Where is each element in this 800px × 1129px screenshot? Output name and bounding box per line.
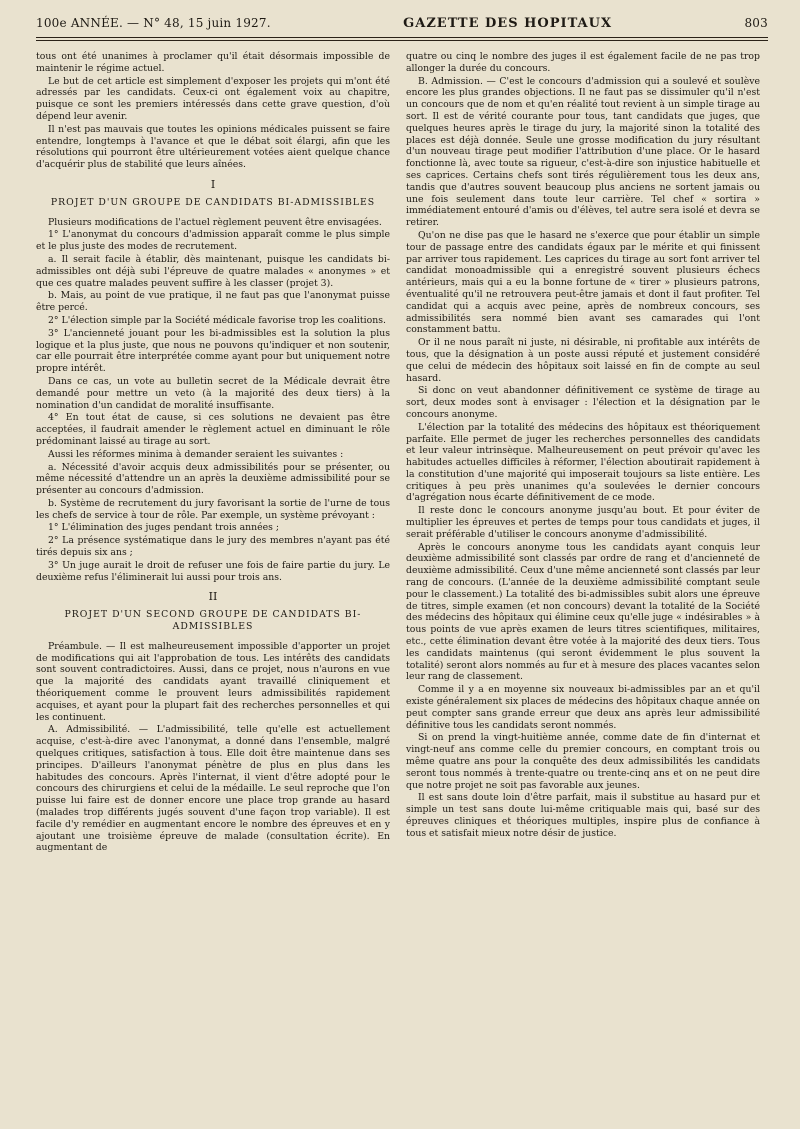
paragraph: 1° L'élimination des juges pendant trois années ; bbox=[48, 522, 279, 534]
paragraph: quatre ou cinq le nombre des juges il est également facile de ne pas trop allonger la durée du concours. bbox=[406, 51, 760, 74]
left-column bbox=[36, 51, 390, 855]
paragraph: Dans ce cas, un vote au bulletin secret de la Médicale devrait être demandé pour mettre un veto (à la majorité des deux tiers) à la nomination d'un candidat de moralité insuffisante. bbox=[36, 375, 390, 411]
section-number: II bbox=[208, 590, 218, 604]
paragraph: 1° L'anonymat du concours d'admission apparaît comme le plus simple et le plus juste des modes de recrutement. bbox=[36, 229, 390, 253]
paragraph: a. Il serait facile à établir, dès maintenant, puisque les candidats bi-admissibles ont déjà subi l'épreuve de quatre malades « anonymes » et que ces quatre malades peuvent suffire à les classer (projet 3). bbox=[36, 253, 390, 289]
paragraph: 2° L'élection simple par la Société médicale favorise trop les coalitions. bbox=[48, 314, 386, 326]
section-number: I bbox=[210, 177, 216, 191]
paragraph: 2° La présence systématique dans le jury des membres n'ayant pas été tirés depuis six ans ; bbox=[36, 535, 390, 559]
paragraph: tous ont été unanimes à proclamer qu'il était désormais impossible de maintenir le régime actuel. bbox=[36, 51, 390, 74]
paragraph: 4° En tout état de cause, si ces solutions ne devaient pas être acceptées, il faudrait amender le règlement actuel en diminuant le rôle prédominant laissé au tirage au sort. bbox=[36, 412, 390, 447]
paragraph: Il est sans doute loin d'être parfait, mais il substitue au hasard pur et simple un test sans doute lui-même critiquable mais qui, basé sur des épreuves cliniques et théoriques multiples, inspire plus de confiance à tous et satisfait mieux notre désir de justice. bbox=[406, 792, 760, 839]
paragraph: Il n'est pas mauvais que toutes les opinions médicales puissent se faire entendre, longtemps à l'avance et que le débat soit élargi, afin que les résolutions qui pourront être ultérieurement votées aient quelque chance d'acquérir plus de stabilité que leurs aînées. bbox=[36, 123, 390, 171]
paragraph: B. Admission. — C'est le concours d'admission qui a soulevé et soulève encore les plus grandes objections. Il ne faut pas se dissimuler qu'il n'est un concours que de nom et qu'en réalité tout revient à un simple tirage au sort. Il est de vérité courante pour tous, tant candidats que juges, que quelques heures après le tirage du jury, la majorité sinon la totalité des places est déjà donnée. Seule une grosse modification du jury résultant d'un nouveau tirage peut modifier l'attribution d'une place. Or le hasard fonctionne là, avec toute sa rigueur, c'est-à-dire son injustice habituelle et ses caprices. Certains chefs sont tirés régulièrement tous les deux ans, tandis que d'autres souvent beaucoup plus anciens ne sortent jamais ou une fois seulement dans toute leur carrière. Tel chef « sortira » immédiatement entouré d'amis ou d'élèves, tel autre sera isolé et devra se retirer. bbox=[406, 75, 760, 229]
paragraph: a. Nécessité d'avoir acquis deux admissibilités pour se présenter, ou même nécessité d'attendre un an après la deuxième admissibilité pour se présenter au concours d'admission. bbox=[36, 461, 390, 497]
paragraph: Si on prend la vingt-huitième année, comme date de fin d'internat et vingt-neuf ans comme celle du premier concours, en comptant trois ou même quatre ans pour la conquête des deux admissibilités les candidats seront tous nommés à trente-quatre ou trente-cinq ans et on ne peut dire que notre projet ne soit pas favorable aux jeunes. bbox=[406, 732, 760, 791]
paragraph: Comme il y a en moyenne six nouveaux bi-admissibles par an et qu'il existe généralement six places de médecins des hôpitaux chaque année on peut compter sans grande erreur que deux ans après leur admissibilité définitive tous les candidats seront nommés. bbox=[406, 684, 760, 731]
paragraph: b. Mais, au point de vue pratique, il ne faut pas que l'anonymat puisse être percé. bbox=[36, 290, 390, 314]
paragraph: 3° L'ancienneté jouant pour les bi-admissibles est la solution la plus logique et la plus juste, que nous ne pouvons qu'indiquer et non soutenir, car elle pourrait être interprétée comme ayant pour but uniquement notre propre intérêt. bbox=[36, 327, 390, 375]
paragraph: L'élection par la totalité des médecins des hôpitaux est théoriquement parfaite. Elle permet de juger les recherches personnelles des candidats et leur valeur intrinsèque. Malheureusement on peut prévoir qu'avec les habitudes actuelles difficiles à réformer, l'élection aboutirait rapidement à la constitution d'une majorité qui imposerait toujours sa liste entière. Les critiques à peu près unanimes qu'a soulevées le dernier concours d'agrégation nous écarte définitivement de ce mode. bbox=[406, 421, 760, 504]
paragraph: Aussi les réformes minima à demander seraient les suivantes : bbox=[48, 448, 344, 460]
header-rule bbox=[36, 37, 768, 41]
paragraph: 3° Un juge aurait le droit de refuser une fois de faire partie du jury. Le deuxième refus l'éliminerait lui aussi pour trois ans. bbox=[36, 559, 390, 583]
paragraph: Le but de cet article est simplement d'exposer les projets qui m'ont été adressés par les candidats. Ceux-ci ont également voix au chapitre, puisque ce sont les premiers intéressés dans cette grave question, d'où dépend leur avenir. bbox=[36, 75, 390, 122]
paragraph: Après le concours anonyme tous les candidats ayant conquis leur deuxième admissibilité sont classés par ordre de rang et d'ancienneté de deuxième admissibilité. Ceux d'une même ancienneté sont classés par leur rang de concours. (L'année de la deuxième admissibilité comptant seule pour le classement.) La totalité des bi-admissibles subit alors une épreuve de titres, simple examen (et non concours) devant la totalité de la Société des médecins des hôpitaux qui élimine ceux qu'elle juge « indésirables » à tous points de vue après examen de leurs titres scientifiques, militaires, etc., cette élimination devant être votée à la majorité des deux tiers. Tous les candidats maintenus (qui seront évidemment le plus souvent la totalité) seront alors nommés au fur et à mesure des places vacantes selon leur rang de classement. bbox=[406, 541, 760, 683]
text-columns bbox=[36, 51, 768, 855]
issue-info: 100e ANNÉE. — N° 48, 15 juin 1927. bbox=[36, 16, 271, 30]
paragraph: Qu'on ne dise pas que le hasard ne s'exerce que pour établir un simple tour de passage entre des candidats égaux par le mérite et qui finissent par arriver tous rapidement. Les caprices du tirage au sort font arriver tel candidat monoadmissible qui a enregistré souvent plusieurs échecs antérieurs, mais qui a eu la bonne fortune de « tirer » plusieurs patrons, éventualité qu'il ne retrouvera peut-être jamais et dont il faut profiter. Tel candidat qui a acquis avec peine, après de nombreux concours, ses admissibilités sera nommé bien avant ses camarades qui l'ont constamment battu. bbox=[406, 229, 760, 336]
paragraph: A. Admissibilité. — L'admissibilité, telle qu'elle est actuellement acquise, c'est-à-dire avec l'anonymat, a donné dans l'ensemble, malgré quelques critiques, satisfaction à tous. Elle doit être maintenue dans ses principes. D'ailleurs l'anonymat pénètre de plus en plus dans les habitudes des concours. Après l'internat, il vient d'être adopté pour le concours des chirurgiens et celui de la médaille. Le seul reproche que l'on puisse lui faire est de donner encore une place trop grande au hasard (malades trop différents jugés souvent d'une façon trop variable). Il est facile d'y remédier en augmentant encore le nombre des épreuves et en y ajoutant une troisième épreuve de malade (consultation écrite). En augmentant de bbox=[36, 724, 390, 854]
paragraph: Il reste donc le concours anonyme jusqu'au bout. Et pour éviter de multiplier les épreuves et pertes de temps pour tous candidats et juges, il serait préférable d'utiliser le concours anonyme d'admissibilité. bbox=[406, 505, 760, 540]
paragraph: b. Système de recrutement du jury favorisant la sortie de l'urne de tous les chefs de service à tour de rôle. Par exemple, un système prévoyant : bbox=[36, 497, 390, 521]
section-title: PROJET D'UN SECOND GROUPE DE CANDIDATS BI-ADMISSIBLES bbox=[64, 609, 362, 633]
page-number: 803 bbox=[744, 16, 768, 30]
paragraph: Si donc on veut abandonner définitivement ce système de tirage au sort, deux modes sont à envisager : l'élection et la désignation par le concours anonyme. bbox=[406, 385, 760, 420]
paragraph: Or il ne nous paraît ni juste, ni désirable, ni profitable aux intérêts de tous, que la désignation à un poste aussi réputé et justement considéré que celui de médecin des hôpitaux soit laissé en fin de compte au seul hasard. bbox=[406, 337, 760, 384]
journal-title: GAZETTE DES HOPITAUX bbox=[403, 16, 613, 31]
page-header bbox=[36, 16, 768, 31]
right-column bbox=[406, 51, 760, 855]
paragraph: Plusieurs modifications de l'actuel règlement peuvent être envisagées. bbox=[48, 216, 382, 228]
section-title: PROJET D'UN GROUPE DE CANDIDATS BI-ADMISSIBLES bbox=[50, 196, 376, 208]
paragraph: Préambule. — Il est malheureusement impossible d'apporter un projet de modifications qui ait l'approbation de tous. Les intérêts des candidats sont souvent contradictoires. Aussi, dans ce projet, nous n'aurons en vue que la majorité des candidats ayant travaillé cliniquement et théoriquement comme le prouvent leurs admissibilités rapidement acquises, et ayant pour la plupart fait des recherches personnelles et qui les continuent. bbox=[36, 640, 390, 723]
